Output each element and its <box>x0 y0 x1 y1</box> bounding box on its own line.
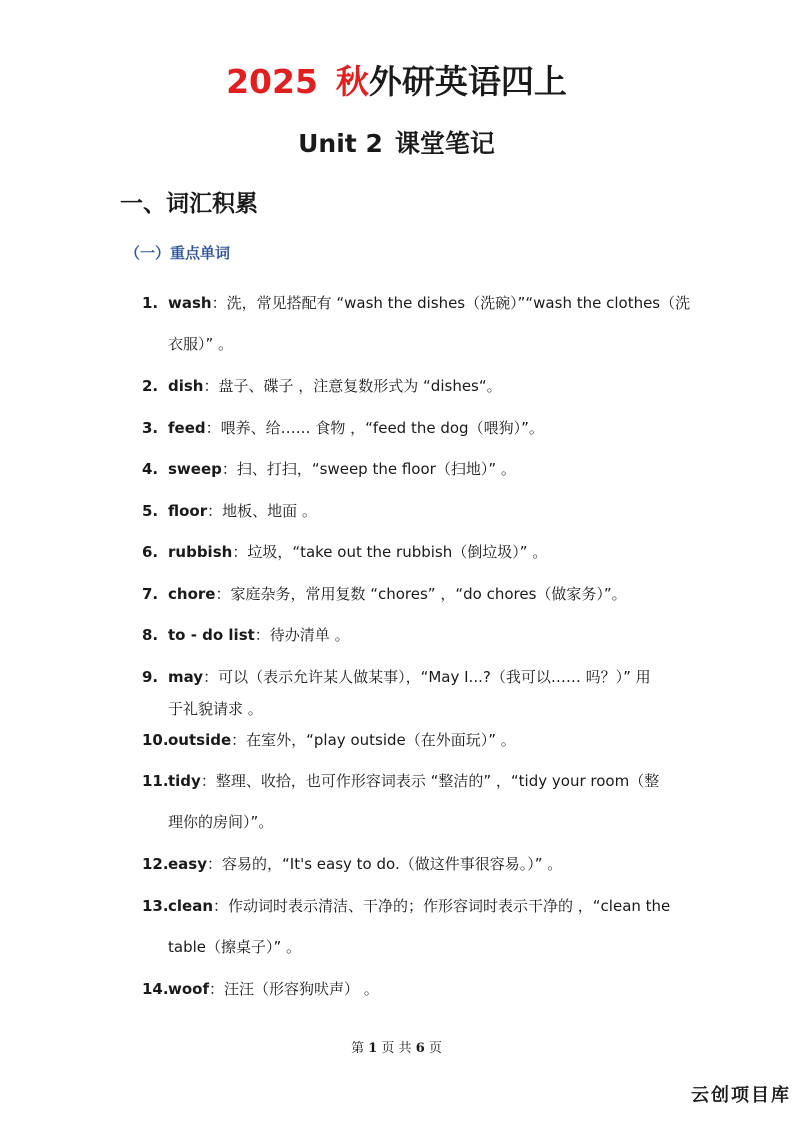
vocab-number: 12. <box>142 855 169 873</box>
vocab-number: 10. <box>142 731 169 749</box>
vocab-number: 7. <box>142 585 159 603</box>
vocab-number: 13. <box>142 897 169 915</box>
vocab-word: easy <box>168 855 208 873</box>
unit-title <box>0 126 793 162</box>
title-rest: 外研英语四上 <box>368 62 567 101</box>
unit-title-en: Unit 2 <box>298 129 383 158</box>
vocab-line <box>142 720 682 761</box>
vocab-line <box>142 615 682 656</box>
vocab-definition: ：地板、地面 。 <box>207 502 317 520</box>
vocab-word: woof <box>168 980 209 998</box>
vocab-line <box>142 491 682 532</box>
vocab-item-easy <box>142 844 682 885</box>
vocab-word: sweep <box>168 460 222 478</box>
vocab-line <box>142 283 691 324</box>
vocab-line-continued: table（擦桌子）” 。 <box>168 938 302 956</box>
vocab-line-continued: 理你的房间）”。 <box>168 813 274 831</box>
page-title <box>0 60 793 104</box>
vocab-item-wash <box>142 283 691 365</box>
vocab-definition: ：盘子、碟子 ，注意复数形式为 “dishes“。 <box>203 377 502 395</box>
vocab-item-chore <box>142 574 682 615</box>
vocab-definition: ：整理、收拾，也可作形容词表示 “整洁的” ，“tidy your room（整 <box>200 772 660 790</box>
vocab-item-sweep <box>142 449 682 490</box>
vocab-line-continued: 衣服）” 。 <box>168 335 234 353</box>
vocab-item-may <box>142 661 682 725</box>
vocab-definition: ：垃圾，“take out the rubbish（倒垃圾）” 。 <box>232 543 548 561</box>
vocab-line <box>142 844 682 885</box>
vocab-word: clean <box>168 897 214 915</box>
vocab-number: 5. <box>142 502 159 520</box>
vocab-item-floor <box>142 491 682 532</box>
vocab-word: to - do list <box>168 626 255 644</box>
vocab-word: chore <box>168 585 216 603</box>
vocab-definition: ：洗，常见搭配有 “wash the dishes（洗碗）”“wash the clothes（洗 <box>211 294 691 312</box>
vocab-definition: ：家庭杂务，常用复数 “chores” ，“do chores（做家务）”。 <box>215 585 627 603</box>
footer-page-number: 1 <box>368 1041 378 1056</box>
vocab-line <box>142 574 682 615</box>
vocab-item-outside <box>142 720 682 761</box>
vocab-definition: ：汪汪（形容狗吠声） 。 <box>209 980 379 998</box>
vocab-definition: ：喂养、给…… 食物 ，“feed the dog（喂狗）”。 <box>205 419 544 437</box>
vocab-number: 11. <box>142 772 169 790</box>
vocab-number: 2. <box>142 377 159 395</box>
page-footer <box>0 1038 793 1060</box>
vocab-item-to-do-list <box>142 615 682 656</box>
vocab-line <box>142 408 682 449</box>
vocab-number: 6. <box>142 543 159 561</box>
subsection-heading: （一）重点单词 <box>125 244 231 262</box>
footer-pre: 第 <box>351 1041 365 1056</box>
vocab-definition: ：作动词时表示清洁、干净的；作形容词时表示干净的 ，“clean the <box>213 897 671 915</box>
vocab-line <box>142 761 682 802</box>
vocab-number: 14. <box>142 980 169 998</box>
vocab-line <box>142 886 682 927</box>
vocab-line <box>142 532 682 573</box>
vocab-item-tidy <box>142 761 682 843</box>
footer-post: 页 <box>428 1041 442 1056</box>
watermark: 云创项目库 <box>691 1085 791 1106</box>
vocab-word: may <box>168 668 204 686</box>
vocab-word: wash <box>168 294 212 312</box>
vocab-line <box>142 366 682 407</box>
vocab-word: dish <box>168 377 204 395</box>
vocab-item-feed <box>142 408 682 449</box>
title-season: 秋 <box>335 62 369 101</box>
vocab-line <box>142 449 682 490</box>
title-year: 2025 <box>226 62 318 101</box>
footer-total-pages: 6 <box>415 1041 425 1056</box>
vocab-item-dish <box>142 366 682 407</box>
vocab-item-clean <box>142 886 682 968</box>
unit-title-zh: 课堂笔记 <box>394 129 495 158</box>
vocab-word: outside <box>168 731 232 749</box>
vocab-word: rubbish <box>168 543 233 561</box>
vocab-definition: ：扫、打扫，“sweep the floor（扫地）” 。 <box>221 460 516 478</box>
vocab-definition: ：在室外，“play outside（在外面玩）” 。 <box>231 731 516 749</box>
vocab-definition: ：可以（表示允许某人做某事），“May I...?（我可以…… 吗？）” 用 <box>203 668 651 686</box>
vocab-definition: ：容易的，“It's easy to do.（做这件事很容易。）” 。 <box>207 855 563 873</box>
vocab-line-continued: 于礼貌请求 。 <box>168 700 263 718</box>
vocab-item-woof <box>142 969 682 1010</box>
footer-mid: 页 共 <box>381 1041 412 1056</box>
vocab-word: floor <box>168 502 208 520</box>
vocab-word: tidy <box>168 772 201 790</box>
vocab-word: feed <box>168 419 206 437</box>
section-heading: 一、词汇积累 <box>120 191 258 217</box>
vocab-line <box>142 969 682 1010</box>
vocab-number: 4. <box>142 460 159 478</box>
vocab-item-rubbish <box>142 532 682 573</box>
vocab-number: 3. <box>142 419 159 437</box>
vocab-definition: ：待办清单 。 <box>254 626 350 644</box>
vocab-number: 1. <box>142 294 159 312</box>
vocab-line <box>142 661 682 693</box>
vocab-number: 8. <box>142 626 159 644</box>
vocab-number: 9. <box>142 668 159 686</box>
